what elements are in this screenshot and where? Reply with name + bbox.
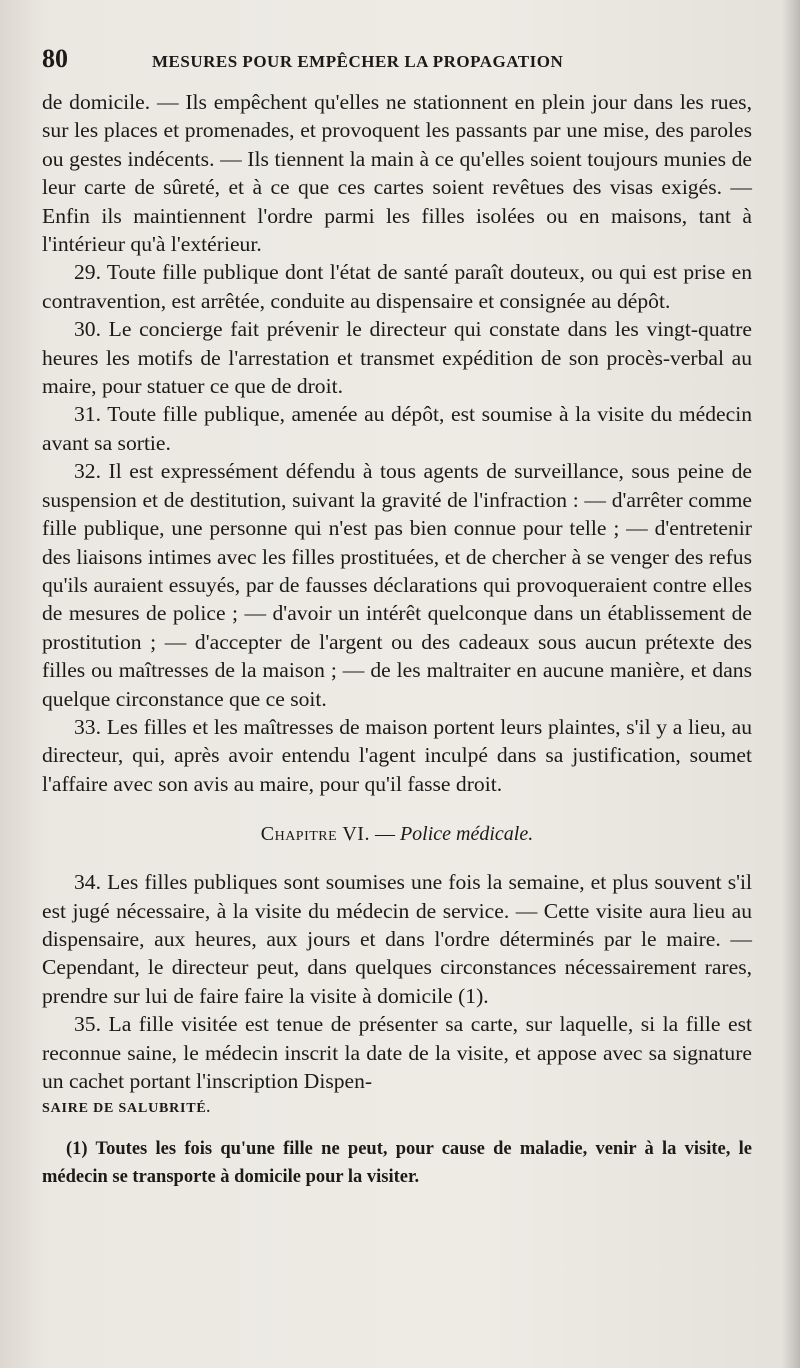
article-33: 33. Les filles et les maîtresses de maison portent leurs plaintes, s'il y a lieu, au directeur, qui, après avoir entendu l'agent inculpé dans sa justification, soumet l'affaire avec son avis au maire, pour qu'il fasse droit. xyxy=(42,714,752,796)
running-title: MESURES POUR EMPÊCHER LA PROPAGATION xyxy=(152,52,564,71)
chapter-heading xyxy=(42,820,752,848)
page-edge-shadow xyxy=(782,0,800,1368)
footnote-spacer xyxy=(42,1123,752,1135)
chapter-title: Police médicale. xyxy=(399,823,534,846)
article-34: 34. Les filles publiques sont soumises une fois la semaine, et plus souvent s'il est jugé nécessaire, à la visite du médecin de service. — Cette visite aura lieu au dispensaire, aux heures, aux jours et dans l'ordre déterminés par le maire. — Cependant, le directeur peut, dans quelques circonstances nécessairement rares, prendre sur lui de faire faire la visite à domicile (1). xyxy=(42,870,752,1008)
chapter-separator: — xyxy=(369,823,400,846)
footnote: (1) Toutes les fois qu'une fille ne peut, pour cause de maladie, venir à la visite, le médecin se transporte à domicile pour la visiter. xyxy=(42,1139,752,1188)
article-32: 32. Il est expressément défendu à tous agents de surveillance, sous peine de suspension et de destitution, suivant la gravité de l'infraction : — d'arrêter comme fille publique, une personne qui n'est pas bien connue pour telle ; — d'entretenir des liaisons intimes avec les filles prostituées, et de chercher à se venger des refus qu'ils auraient essuyés, par de fausses déclarations qui provoqueraient contre elles de mesures de police ; — d'avoir un intérêt quelconque dans un établissement de prostitution ; — d'accepter de l'argent ou des cadeaux sous aucun prétexte des filles ou maîtresses de la maison ; — de les maltraiter en aucune manière, et dans quelque circonstance que ce soit. xyxy=(42,459,752,711)
article-29: 29. Toute fille publique dont l'état de santé paraît douteux, ou qui est prise en contravention, est arrêtée, conduite au dispensaire et consignée au dépôt. xyxy=(42,260,752,313)
page-number: 80 xyxy=(42,44,68,73)
article-30: 30. Le concierge fait prévenir le directeur qui constate dans les vingt-quatre heures les motifs de l'arrestation et transmet expédition de son procès-verbal au maire, pour statuer ce que de droit. xyxy=(42,317,752,399)
page-header xyxy=(42,44,752,80)
paragraph-continuation: de domicile. — Ils empêchent qu'elles ne stationnent en plein jour dans les rues, sur les places et promenades, et provoquent les passants par une mise, des paroles ou gestes indécents. — Ils tiennent la main à ce qu'elles soient toujours munies de leur carte de sûreté, et à ce que ces cartes soient revêtues des visas exigés. — Enfin ils maintiennent l'ordre parmi les filles isolées ou en maisons, tant à l'intérieur qu'à l'extérieur. xyxy=(42,90,752,257)
article-35-caps-end: SAIRE DE SALUBRITÉ. xyxy=(42,1101,211,1117)
article-35: 35. La fille visitée est tenue de présenter sa carte, sur laquelle, si la fille est reconnue saine, le médecin inscrit la date de la visite, et appose avec sa signature un cachet portant l'inscription Dispen- xyxy=(42,1012,752,1093)
chapter-label: Chapitre VI. xyxy=(260,823,370,846)
article-31: 31. Toute fille publique, amenée au dépôt, est soumise à la visite du médecin avant sa sortie. xyxy=(42,402,752,455)
